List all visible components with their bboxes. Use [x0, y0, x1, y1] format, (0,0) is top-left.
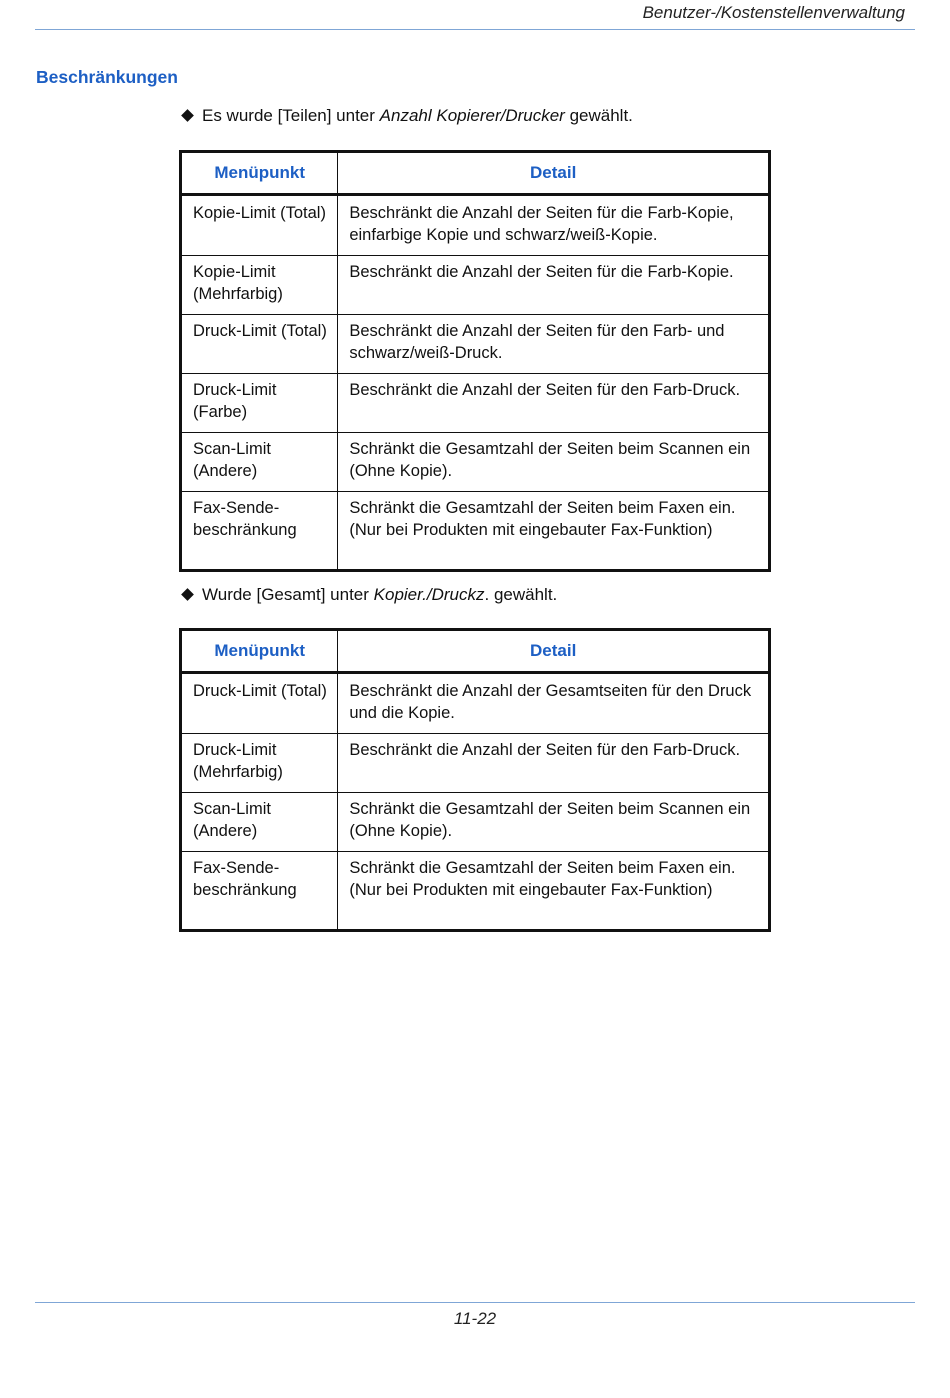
detail-cell: Beschränkt die Anzahl der Seiten für den Farb-Druck.	[338, 374, 770, 433]
detail-cell: Schränkt die Gesamtzahl der Seiten beim Faxen ein. (Nur bei Produkten mit eingebauter Fax-Funktion)	[338, 492, 770, 571]
intro-text: . gewählt.	[484, 585, 558, 604]
menu-item-cell: Kopie-Limit (Mehrfarbig)	[181, 256, 338, 315]
menu-item-cell: Scan-Limit (Andere)	[181, 433, 338, 492]
column-header-detail: Detail	[338, 152, 770, 195]
running-header: Benutzer-/Kostenstellenverwaltung	[642, 3, 905, 22]
table-row	[181, 852, 770, 931]
menu-item-cell: Scan-Limit (Andere)	[181, 793, 338, 852]
menu-item-cell: Druck-Limit (Total)	[181, 315, 338, 374]
intro-emphasis: Anzahl Kopierer/Drucker	[379, 106, 565, 125]
table-row	[181, 673, 770, 734]
table-row	[181, 374, 770, 433]
bullet-intro-2	[181, 585, 557, 605]
detail-cell: Beschränkt die Anzahl der Gesamtseiten für den Druck und die Kopie.	[349, 682, 752, 722]
column-header-menu-item: Menüpunkt	[181, 630, 338, 673]
table-row	[181, 492, 770, 571]
detail-cell: Beschränkt die Anzahl der Seiten für die Farb-Kopie.	[338, 256, 770, 315]
footer-rule	[35, 1302, 915, 1303]
table-header-row	[181, 630, 770, 673]
intro-text: gewählt.	[564, 106, 633, 125]
column-header-detail: Detail	[338, 630, 770, 673]
detail-cell: Beschränkt die Anzahl der Seiten für den Farb- und schwarz/weiß-Druck.	[338, 315, 770, 374]
restrictions-table-2	[179, 628, 771, 932]
diamond-bullet-icon	[181, 588, 194, 601]
menu-item-cell: Druck-Limit (Mehrfarbig)	[181, 734, 338, 793]
menu-item-cell: Druck-Limit (Total)	[181, 673, 338, 734]
table-row	[181, 315, 770, 374]
menu-item-cell: Fax-Sende-beschränkung	[181, 852, 338, 931]
header-rule	[35, 29, 915, 30]
table-row	[181, 195, 770, 256]
table-row	[181, 256, 770, 315]
detail-cell: Schränkt die Gesamtzahl der Seiten beim Faxen ein. (Nur bei Produkten mit eingebauter Fax-Funktion)	[338, 852, 770, 931]
column-header-menu-item: Menüpunkt	[181, 152, 338, 195]
diamond-bullet-icon	[181, 109, 194, 122]
table-row	[181, 433, 770, 492]
intro-text: Es wurde [Teilen] unter	[202, 106, 380, 125]
menu-item-cell: Fax-Sende-beschränkung	[181, 492, 338, 571]
table-row	[181, 793, 770, 852]
intro-text: Wurde [Gesamt] unter	[202, 585, 374, 604]
page-number: 11-22	[453, 1309, 497, 1328]
intro-emphasis: Kopier./Druckz	[373, 585, 485, 604]
table-row	[181, 734, 770, 793]
table-header-row	[181, 152, 770, 195]
detail-cell: Beschränkt die Anzahl der Seiten für den Farb-Druck.	[338, 734, 770, 793]
section-title: Beschränkungen	[36, 67, 178, 87]
detail-cell: Schränkt die Gesamtzahl der Seiten beim Scannen ein (Ohne Kopie).	[338, 793, 770, 852]
menu-item-cell: Druck-Limit (Farbe)	[181, 374, 338, 433]
menu-item-cell: Kopie-Limit (Total)	[181, 195, 338, 256]
bullet-intro-1	[181, 106, 633, 126]
detail-cell: Beschränkt die Anzahl der Seiten für die Farb-Kopie, einfarbige Kopie und schwarz/weiß-Kopie.	[349, 204, 734, 244]
detail-cell: Schränkt die Gesamtzahl der Seiten beim Scannen ein (Ohne Kopie).	[338, 433, 770, 492]
restrictions-table-1	[179, 150, 771, 572]
